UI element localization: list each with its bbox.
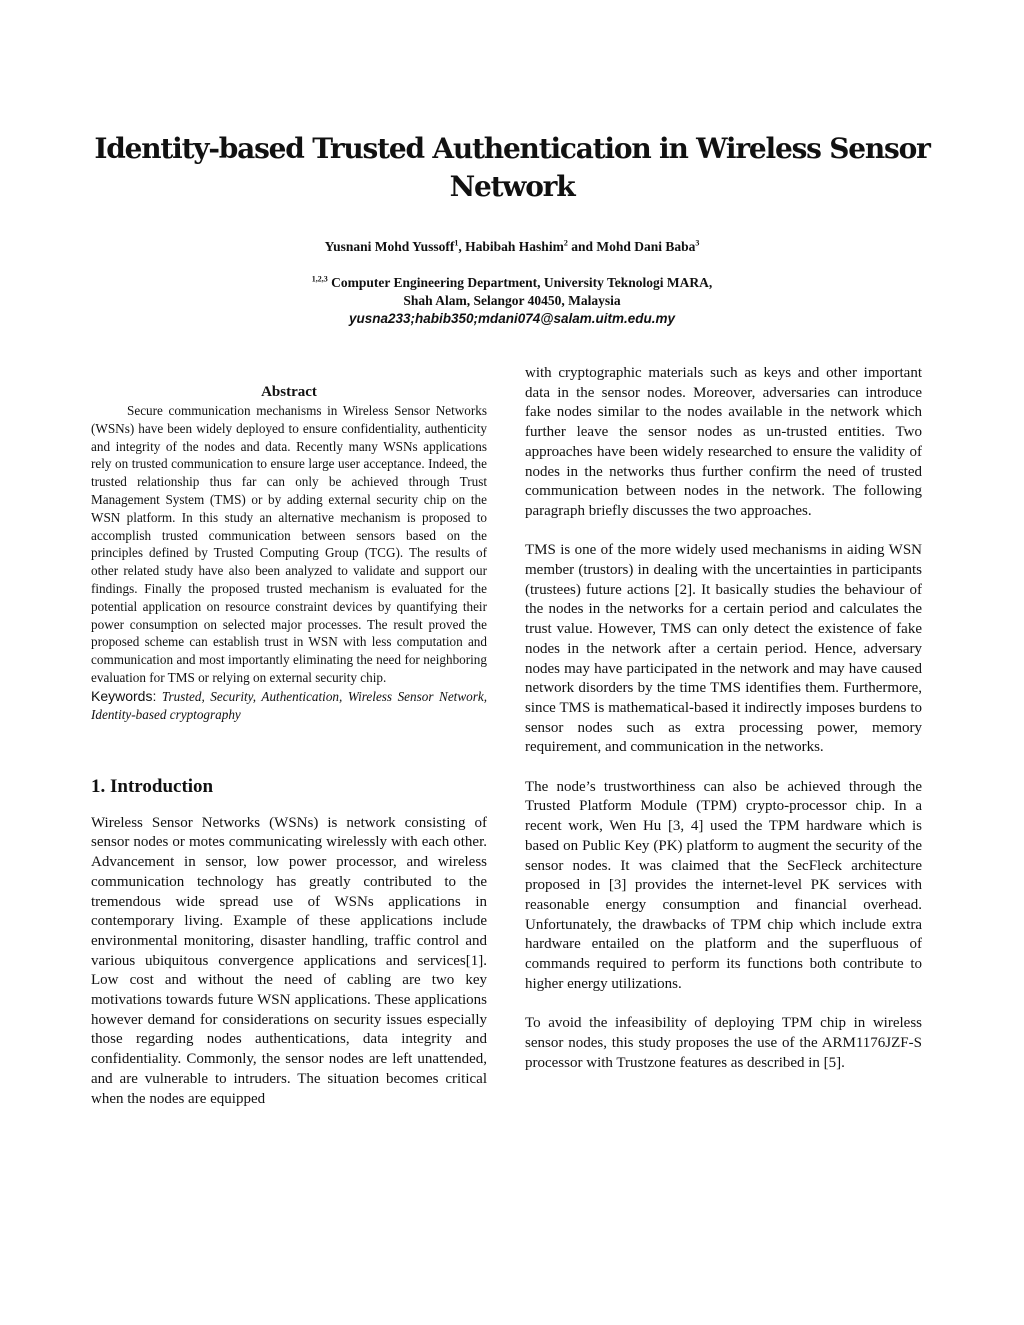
body-paragraph: TMS is one of the more widely used mechanisms in aiding WSN member (trustors) in dealing with the uncertainties in participants (trustees) future actions [2]. It basically studies the behaviour of the nodes in the networks for a certain period and calculates the trust value. However, TMS can only detect the existence of fake nodes in the network after a certain period. Hence, adversary nodes may have participated in the network and may have caused network disorders by the time TMS identifies them. Furthermore, since TMS is mathematical-based it indirectly imposes burdens to sensor nodes such as extra processing power, memory requirement, and communication in the networks. xyxy=(525,542,922,756)
author-affiliation-mark: 2 xyxy=(563,238,568,248)
author-separator: , xyxy=(458,239,466,254)
author-name: Yusnani Mohd Yussoff xyxy=(324,239,455,254)
affiliation-mark: 1,2,3 xyxy=(311,274,328,284)
affiliation xyxy=(100,274,924,310)
left-column xyxy=(91,384,487,1109)
author-separator: and xyxy=(567,239,597,254)
author-list xyxy=(100,239,924,255)
keywords-label: Keywords: xyxy=(91,687,157,704)
author-affiliation-mark: 1 xyxy=(454,238,459,248)
section-heading-introduction: 1. Introduction xyxy=(91,775,214,797)
affiliation-line xyxy=(100,274,924,292)
right-column xyxy=(525,364,922,1073)
affiliation-department: Computer Engineering Department, University Teknologi MARA, xyxy=(327,275,713,290)
affiliation-address: Shah Alam, Selangor 40450, Malaysia xyxy=(403,293,621,308)
abstract-body: Secure communication mechanisms in Wireless Sensor Networks (WSNs) have been widely deployed to ensure confidentiality, authenticity and integrity of the nodes and data. Recently many WSNs applications rely on trusted communication to ensure large user acceptance. Indeed, the trusted relationship thus far can only be achieved through Trust Management System (TMS) or by adding external security chip on the WSN platform. In this study an alternative mechanism is proposed to accomplish trusted communication between sensors based on the principles defined by Trusted Computing Group (TCG). The results of other related study have also been analyzed to validate and support our findings. Finally the proposed trusted mechanism is evaluated for the potential application on resource constraint devices by quantifying their power consumption on selected major processes. The result proved the proposed scheme can establish trust in WSN with less computation and communication and most importantly eliminating the need for neighboring evaluation for TMS or relying on external security chip. xyxy=(91,403,487,685)
author-affiliation-mark: 3 xyxy=(695,238,700,248)
author-name: Habibah Hashim xyxy=(465,239,564,254)
author-name: Mohd Dani Baba xyxy=(596,239,696,254)
body-paragraph: To avoid the infeasibility of deploying TPM chip in wireless sensor nodes, this study proposes the use of the ARM1176JZF-S processor with Trustzone features as described in [5]. xyxy=(525,1015,922,1071)
paper-title: Identity-based Trusted Authentication in Wireless Sensor Network xyxy=(94,132,930,203)
body-paragraph: The node’s trustworthiness can also be achieved through the Trusted Platform Module (TPM) crypto-processor chip. In a recent work, Wen Hu [3, 4] used the TPM hardware which is based on Public Key (PK) platform to augment the security of the sensor nodes. It was claimed that the SecFleck architecture proposed in [3] provides the internet-level PK services with reasonable energy consumption and financial overhead. Unfortunately, the drawbacks of TPM chip which include extra hardware entailed on the platform and the superfluous of commands required to perform its functions both contribute to higher energy utilizations. xyxy=(525,778,922,992)
keywords-text: Trusted, Security, Authentication, Wireless Sensor Network, Identity-based cryptography xyxy=(91,688,488,722)
keywords xyxy=(91,687,487,724)
author-email: yusna233;habib350;mdani074@salam.uitm.edu.my xyxy=(348,311,676,326)
body-paragraph: with cryptographic materials such as keys and other important data in the sensor nodes. Moreover, adversaries can introduce fake nodes similar to the nodes available in the network which further leave the sensor nodes as un-trusted entities. Two approaches have been widely researched to ensure the validity of nodes in the networks thus further confirm the need of trusted communication between nodes in the network. The following paragraph briefly discusses the two approaches. xyxy=(525,365,922,519)
intro-paragraph: Wireless Sensor Networks (WSNs) is network consisting of sensor nodes or motes communicating wirelessly with each other. Advancement in sensor, low power processor, and wireless communication technology has greatly contributed to the tremendous wide spread use of WSNs applications in contemporary living. Example of these applications include environmental monitoring, disaster handling, traffic control and various ubiquitous convergence applications and services[1]. Low cost and without the need of cabling are two key motivations towards future WSN applications. These applications however demand for considerations on security issues especially those regarding nodes authentications, data integrity and confidentiality. Commonly, the sensor nodes are left unattended, and are vulnerable to intruders. The situation becomes critical when the nodes are equipped xyxy=(91,814,487,1107)
abstract-heading: Abstract xyxy=(261,384,317,400)
